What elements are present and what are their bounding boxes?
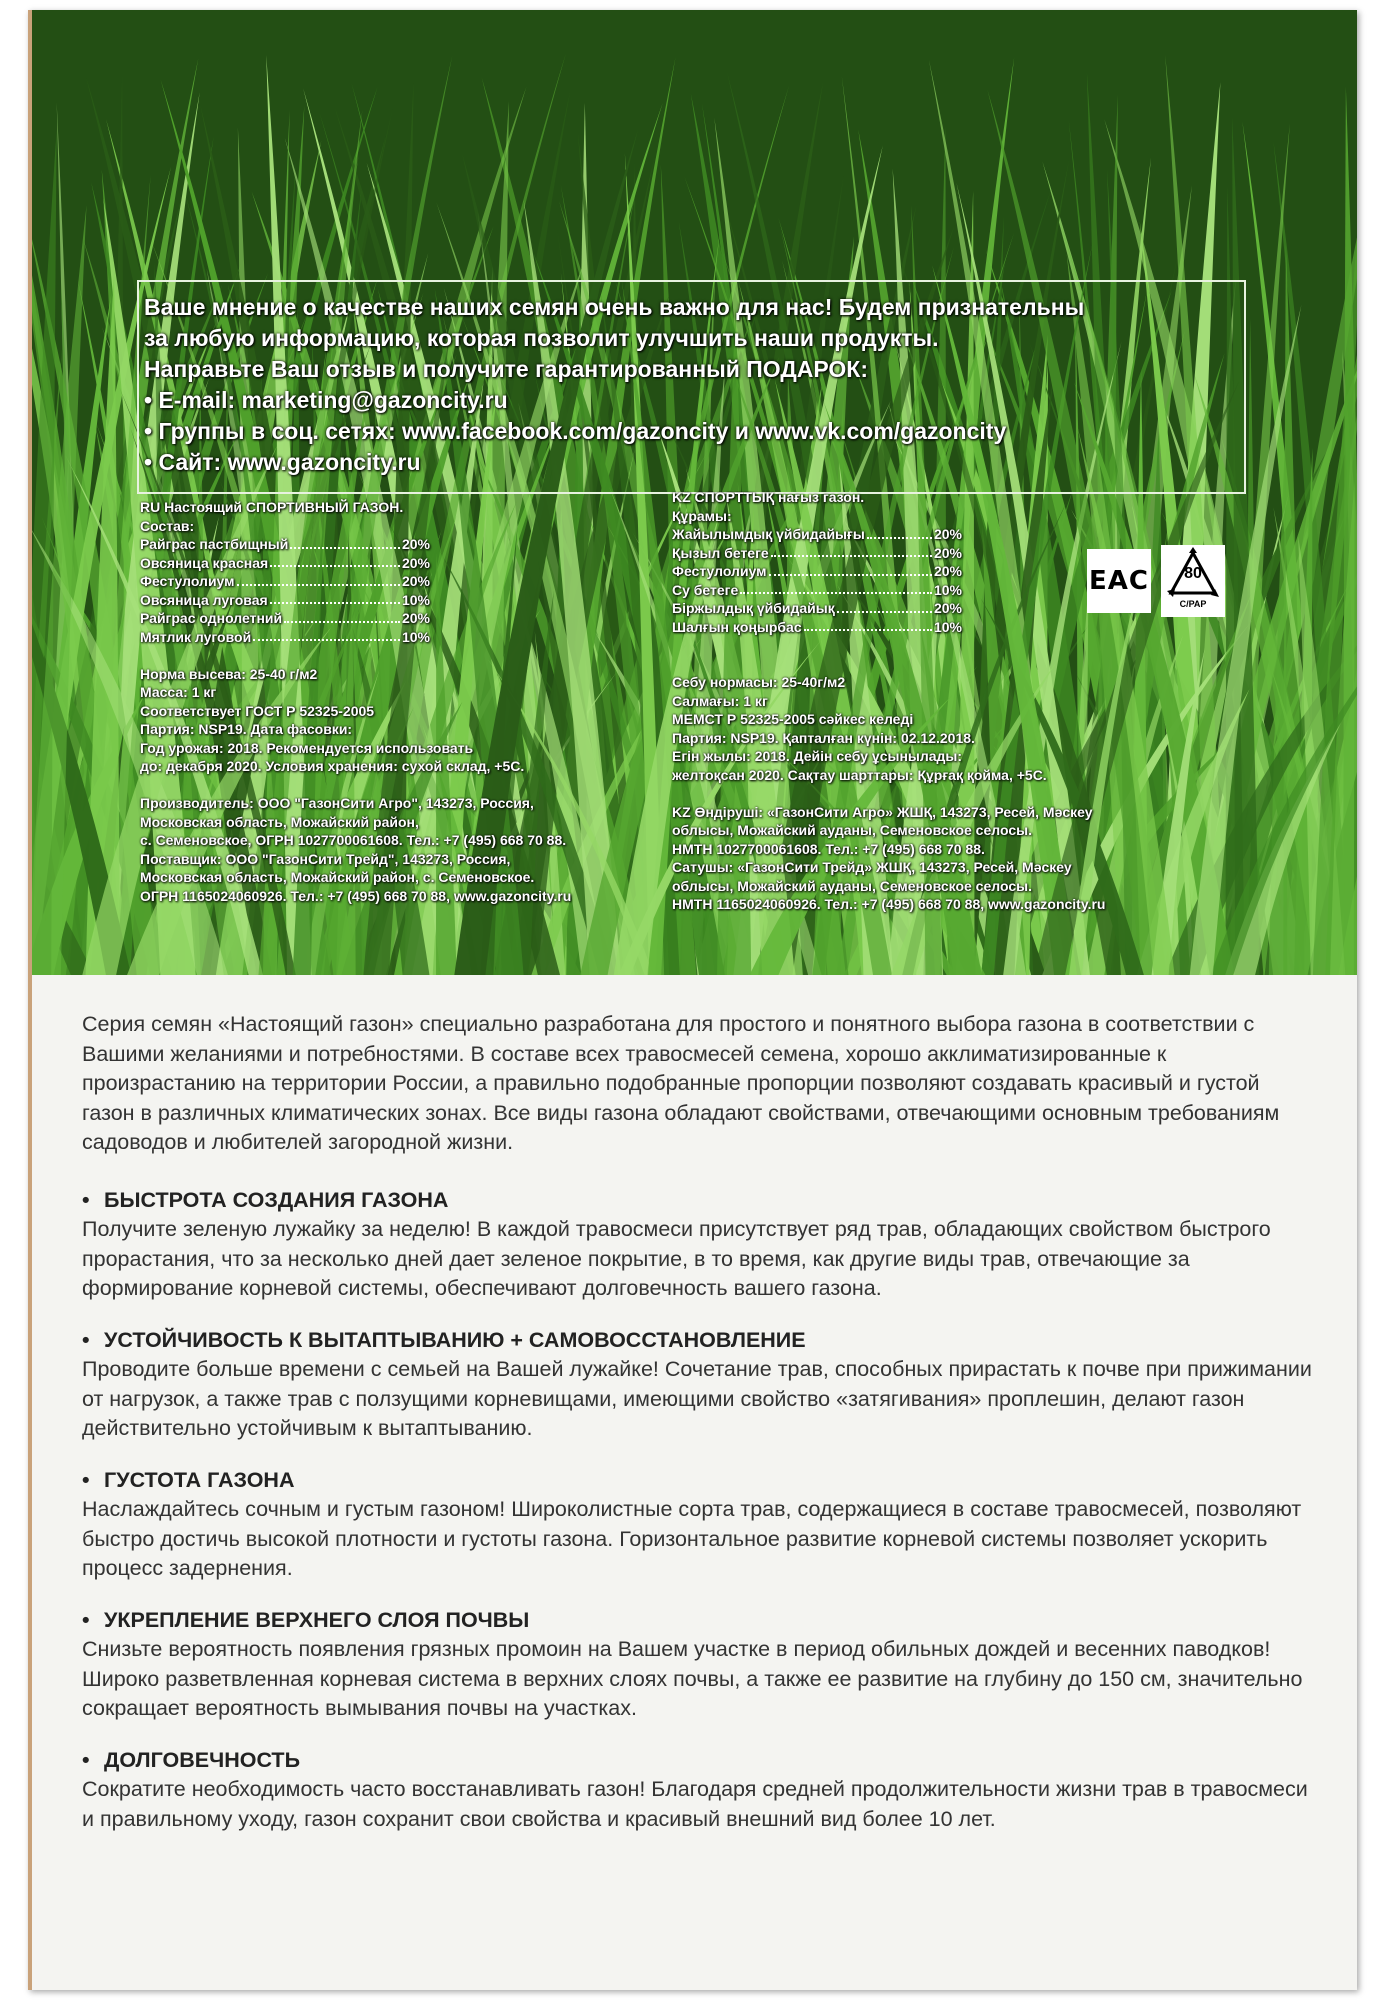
kz-composition-row: Жайылымдық үйбидайығы 20% [672, 526, 962, 542]
ru-producer-line: Московская область, Можайский район, [140, 813, 419, 830]
feature-heading: • ГУСТОТА ГАЗОНА [82, 1467, 295, 1492]
ru-producer-line: Производитель: ООО "ГазонСити Агро", 143273, Россия, [140, 795, 534, 811]
feedback-site: • Сайт: www.gazoncity.ru [144, 449, 421, 475]
feature-text: Получите зеленую лужайку за неделю! В каждой травосмеси присутствует ряд трав, обладающих свойством быстрого прорастания, что за несколько дней дает зеленое покрытие, в то время, как другие виды трав, отвечающие за формирование корневой системы, обеспечивают долговечность вашего газона. [82, 1217, 1271, 1300]
kz-info-line: Салмағы: 1 кг [672, 692, 768, 709]
feature-heading: • УКРЕПЛЕНИЕ ВЕРХНЕГО СЛОЯ ПОЧВЫ [82, 1607, 530, 1632]
product-description [82, 1010, 1312, 1856]
kz-info-line: Себу нормасы: 25-40г/м2 [672, 674, 846, 690]
ru-info-line: Партия: NSP19. Дата фасовки: [140, 721, 353, 737]
feature-section [82, 1186, 1312, 1304]
kz-info-line: Егін жылы: 2018. Дейін себу ұсынылады: [672, 748, 963, 764]
ru-label-block [140, 498, 571, 905]
feature-section [82, 1606, 1312, 1724]
feedback-social: • Группы в соц. сетях: www.facebook.com/gazoncity и www.vk.com/gazoncity [144, 418, 1007, 444]
feature-heading: • ДОЛГОВЕЧНОСТЬ [82, 1747, 301, 1772]
kz-producer-line: облысы, Можайский ауданы, Семеновское селосы. [672, 822, 1032, 838]
feedback-email: • E-mail: marketing@gazoncity.ru [144, 387, 508, 413]
kz-composition-row: Біржылдық үйбидайық 20% [672, 600, 962, 616]
feature-heading: • БЫСТРОТА СОЗДАНИЯ ГАЗОНА [82, 1187, 449, 1212]
ru-composition-row: Райграс однолетний 20% [140, 610, 430, 626]
ru-title: RU Настоящий СПОРТИВНЫЙ ГАЗОН. [140, 499, 404, 515]
ru-composition-row: Райграс пастбищный 20% [140, 536, 430, 552]
feature-text: Наслаждайтесь сочным и густым газоном! Широколистные сорта трав, содержащиеся в составе травосмесей, позволяют быстро достичь высокой плотности и густоты газона. Горизонтальное развитие корневой системы позволяет ускорить процесс задернения. [82, 1497, 1302, 1580]
ru-composition-row: Фестулолиум 20% [140, 573, 430, 589]
kz-producer-line: KZ Өндіруші: «ГазонСити Агро» ЖШҚ, 143273, Ресей, Мәскеу [672, 803, 1093, 820]
feature-section [82, 1746, 1312, 1835]
eac-mark-icon: EAC [1087, 549, 1151, 613]
ru-info-line: Норма высева: 25-40 г/м2 [140, 665, 318, 682]
ru-producer-line: ОГРН 1165024060926. Тел.: +7 (495) 668 70 88, www.gazoncity.ru [140, 887, 572, 904]
feedback-message [144, 292, 1084, 478]
kz-composition-label: Құрамы: [672, 507, 732, 524]
kz-composition-row: Су бетеге 10% [672, 581, 962, 598]
feedback-line: Направьте Ваш отзыв и получите гарантированный ПОДАРОК: [144, 356, 869, 382]
feature-text: Проводите больше времени с семьей на Вашей лужайке! Сочетание трав, способных прирастать к почве при прижимании от нагрузок, а также трав с ползущими корневищами, имеющими свойство «затягивания» проплешин, делают газон действительно устойчивым к вытаптыванию. [82, 1357, 1312, 1440]
ru-info-line: Год урожая: 2018. Рекомендуется использовать [140, 739, 474, 756]
ru-producer-line: Московская область, Можайский район, с. Семеновское. [140, 869, 535, 885]
kz-info-line: Партия: NSP19. Қапталған күнін: 02.12.2018. [672, 729, 975, 746]
ru-producer-line: с. Семеновское, ОГРН 1027700061608. Тел.: +7 (495) 668 70 88. [140, 832, 567, 848]
ru-composition-row: Мятлик луговой 10% [140, 628, 430, 645]
kz-producer-line: Сатушы: «ГазонСити Трейд» ЖШҚ, 143273, Ресей, Мәскеу [672, 859, 1072, 875]
kz-producer-line: НМТН 1165024060926. Тел.: +7 (495) 668 70 88, www.gazoncity.ru [672, 896, 1106, 912]
ru-producer-line: Поставщик: ООО "ГазонСити Трейд", 143273, Россия, [140, 850, 511, 867]
kz-producer-line: НМТН 1027700061608. Тел.: +7 (495) 668 70 88. [672, 840, 985, 857]
ru-info-line: Масса: 1 кг [140, 684, 217, 700]
kz-composition-row: Қызыл бетеге 20% [672, 544, 962, 561]
kz-producer-line: облысы, Можайский ауданы, Семеновское селосы. [672, 877, 1032, 894]
feedback-line: за любую информацию, которая позволит улучшить наши продукты. [144, 325, 939, 351]
recycle-caption: C/PAP [1179, 599, 1207, 609]
ru-composition-row: Овсяница красная 20% [140, 554, 430, 571]
kz-composition-row: Шалғын қоңырбас 10% [672, 618, 962, 635]
ru-info-line: до: декабря 2020. Условия хранения: сухой склад, +5С. [140, 758, 525, 774]
kz-info-line: МЕМСТ Р 52325-2005 сәйкес келеді [672, 711, 914, 727]
intro-paragraph: Серия семян «Настоящий газон» специально разработана для простого и понятного выбора газона в соответствии с Вашими желаниями и потребностями. В составе всех травосмесей семена, хорошо акклиматизированные к произрастанию на территории России, а правильно подобранные пропорции позволяют создавать красивый и густой газон в различных климатических зонах. Все виды газона обладают свойствами, отвечающими основным требованиям садоводов и любителей загородной жизни. [82, 1012, 1280, 1154]
kz-composition-row: Фестулолиум 20% [672, 563, 962, 579]
feature-section [82, 1326, 1312, 1444]
feature-text: Снизьте вероятность появления грязных промоин на Вашем участке в период обильных дождей и весенних паводков! Широко разветвленная корневая система в верхних слоях почвы, а также ее развитие на глубину до 150 см, значительно сокращает вероятность вымывания почвы на участках. [82, 1637, 1303, 1720]
kz-title: KZ СПОРТТЫҚ нағыз газон. [672, 489, 865, 505]
feature-heading: • УСТОЙЧИВОСТЬ К ВЫТАПТЫВАНИЮ + САМОВОССТАНОВЛЕНИЕ [82, 1327, 806, 1352]
kz-info-line: желтоқсан 2020. Сақтау шарттары: Құрғақ қойма, +5С. [672, 766, 1047, 783]
ru-info-line: Соответствует ГОСТ Р 52325-2005 [140, 702, 375, 719]
ru-composition-label: Состав: [140, 517, 195, 534]
recycle-icon [1161, 545, 1225, 617]
recycle-number: 80 [1184, 565, 1202, 582]
feature-text: Сократите необходимость часто восстанавливать газон! Благодаря средней продолжительности жизни трав в травосмеси и правильному уходу, газон сохранит свои свойства и красивый внешний вид более 10 лет. [82, 1777, 1308, 1831]
certification-badges [1087, 545, 1225, 617]
feature-section [82, 1466, 1312, 1584]
package-back [28, 10, 1357, 1990]
kz-label-block [672, 488, 1105, 914]
ru-composition-row: Овсяница луговая 10% [140, 591, 430, 608]
feedback-line: Ваше мнение о качестве наших семян очень важно для нас! Будем признательны [144, 294, 1085, 320]
